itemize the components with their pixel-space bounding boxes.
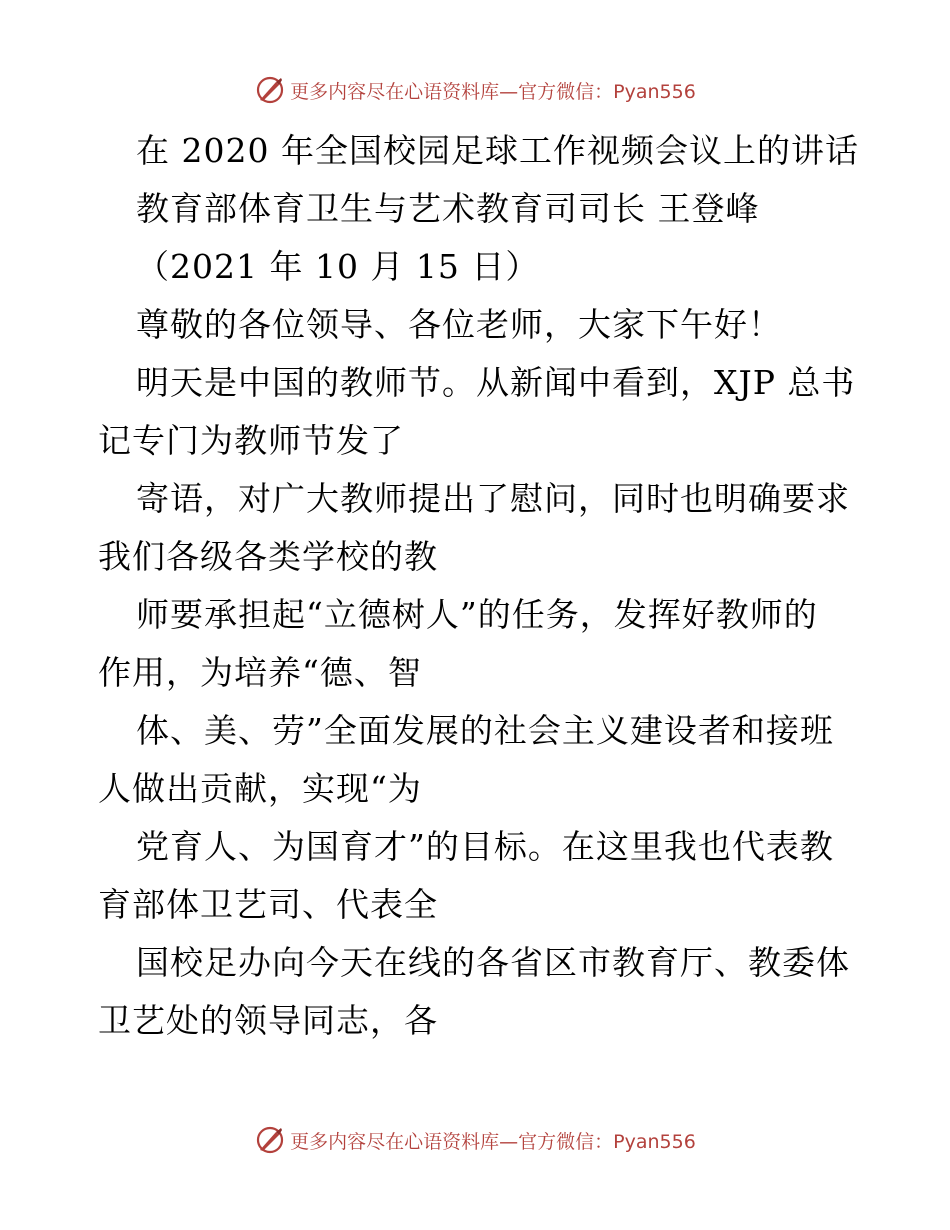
document-body [98, 122, 858, 1050]
quill-logo-icon [254, 74, 286, 106]
document-line: （2021 年 10 月 15 日） [136, 247, 540, 286]
header-watermark-banner [0, 70, 950, 110]
document-line: 寄语，对广大教师提出了慰问，同时也明确要求 [136, 479, 850, 518]
document-line: 我们各级各类学校的教 [98, 537, 438, 576]
document-line: 尊敬的各位领导、各位老师，大家下午好！ [136, 305, 782, 344]
document-line: 记专门为教师节发了 [98, 421, 404, 460]
document-line: 党育人、为国育才”的目标。在这里我也代表教 [136, 827, 834, 866]
document-line: 卫艺处的领导同志，各 [98, 1001, 438, 1040]
document-line: 在 2020 年全国校园足球工作视频会议上的讲话 [136, 131, 859, 170]
document-line: 作用，为培养“德、智 [98, 653, 422, 692]
document-line: 师要承担起“立德树人”的任务，发挥好教师的 [136, 595, 818, 634]
document-line: 育部体卫艺司、代表全 [98, 885, 438, 924]
quill-logo-icon [254, 1124, 286, 1156]
footer-watermark-banner [0, 1120, 950, 1160]
document-line: 明天是中国的教师节。从新闻中看到，XJP 总书 [136, 363, 856, 402]
document-line: 教育部体育卫生与艺术教育司司长 王登峰 [136, 189, 760, 228]
document-line: 人做出贡献，实现“为 [98, 769, 422, 808]
watermark-text: 更多内容尽在心语资料库—官方微信：Pyan556 [290, 1130, 696, 1153]
document-line: 体、美、劳”全面发展的社会主义建设者和接班 [136, 711, 834, 750]
document-line: 国校足办向今天在线的各省区市教育厅、教委体 [136, 943, 850, 982]
watermark-text: 更多内容尽在心语资料库—官方微信：Pyan556 [290, 80, 696, 103]
